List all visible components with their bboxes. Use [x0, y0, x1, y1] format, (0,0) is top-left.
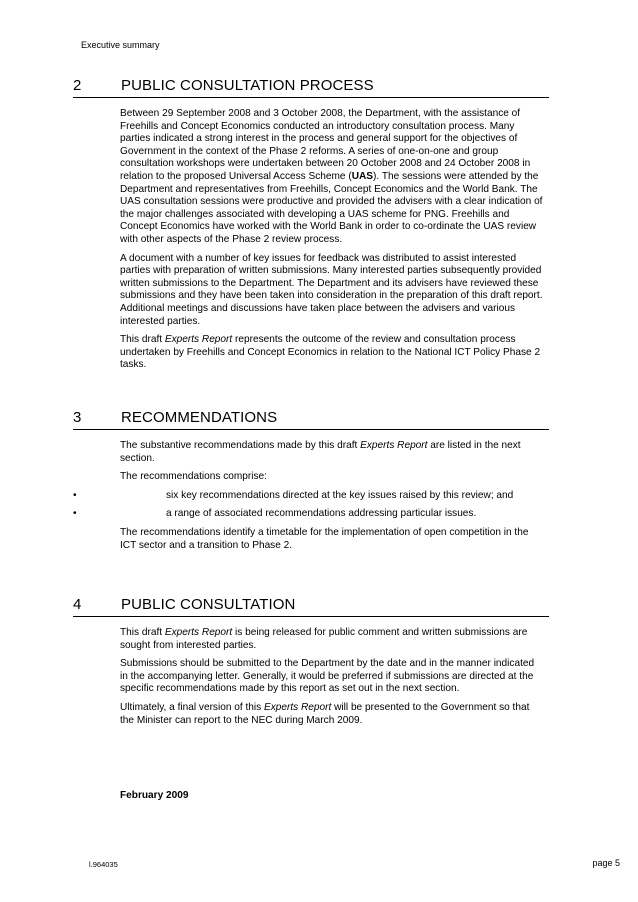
bullet-icon: • — [73, 489, 77, 501]
list-item — [73, 490, 544, 503]
section-body — [73, 440, 544, 552]
paragraph: The recommendations comprise: — [120, 471, 267, 483]
paragraph: This draft Experts Report represents the outcome of the review and consultation process undertaken by Freehills and Concept Economics in relation to the National ICT Policy Phase 2 tasks. — [120, 334, 541, 371]
section-heading — [73, 409, 549, 430]
section-number: 4 — [73, 596, 82, 613]
section-3 — [73, 409, 549, 558]
section-4 — [73, 596, 549, 733]
paragraph: The recommendations identify a timetable for the implementation of open competition in the ICT sector and a transition to Phase 2. — [120, 526, 529, 551]
section-title: RECOMMENDATIONS — [121, 409, 278, 426]
list-item — [73, 508, 544, 521]
section-number: 2 — [73, 77, 82, 94]
section-title: PUBLIC CONSULTATION PROCESS — [121, 77, 374, 94]
paragraph: Between 29 September 2008 and 3 October 2008, the Department, with the assistance of Freehills and Concept Economics conducted an introductory consultation process. Many parties indicated a strong interest in the process and general support for the objectives of Government in the context of the Phase 2 reforms. A series of one-on-one and group consultation workshops were undertaken between 20 October 2008 and 24 October 2008 in relation to the proposed Universal Access Scheme (UAS). The sessions were attended by the Department and representatives from Freehills, Concept Economics and the World Bank. The UAS consultation sessions were productive and provided the advisers with a clear indication of the major challenges associated with developing a UAS scheme for PNG. Freehills and Concept Economics have worked with the World Bank in order to co-ordinate the UAS review with other aspects of the Phase 2 review process. — [120, 108, 543, 245]
running-header: Executive summary — [81, 40, 160, 50]
paragraph: This draft Experts Report is being released for public comment and written submissions are sought from interested parties. — [120, 627, 528, 651]
section-heading — [73, 596, 549, 617]
section-heading — [73, 77, 549, 98]
paragraph: The substantive recommendations made by this draft Experts Report are listed in the next section. — [120, 440, 521, 464]
section-title: PUBLIC CONSULTATION — [121, 596, 296, 613]
section-number: 3 — [73, 409, 82, 426]
list-item-text: six key recommendations directed at the key issues raised by this review; and — [166, 489, 514, 501]
section-body — [120, 108, 544, 372]
paragraph: Submissions should be submitted to the Department by the date and in the manner indicated in the accompanying letter. Generally, it would be preferred if submissions are directed at the specific recommendations made by this report as set out in the next section. — [120, 658, 535, 695]
bullet-icon: • — [73, 508, 77, 520]
paragraph: Ultimately, a final version of this Experts Report will be presented to the Government so that the Minister can report to the NEC during March 2009. — [120, 701, 530, 726]
page-number: page 5 — [592, 858, 620, 868]
section-2 — [73, 77, 549, 378]
list-item-text: a range of associated recommendations addressing particular issues. — [166, 508, 477, 520]
section-body — [120, 627, 544, 727]
paragraph: A document with a number of key issues for feedback was distributed to assist interested parties with preparation of written submissions. Many interested parties subsequently provided written submissions to the Department. The Department and its advisers have reviewed these submissions and they have been taken into consideration in the preparation of this draft report. Additional meetings and discussions have taken place between the advisers and various interested parties. — [120, 252, 543, 327]
footer-reference: l.964035 — [89, 860, 118, 869]
document-date: February 2009 — [120, 790, 189, 801]
